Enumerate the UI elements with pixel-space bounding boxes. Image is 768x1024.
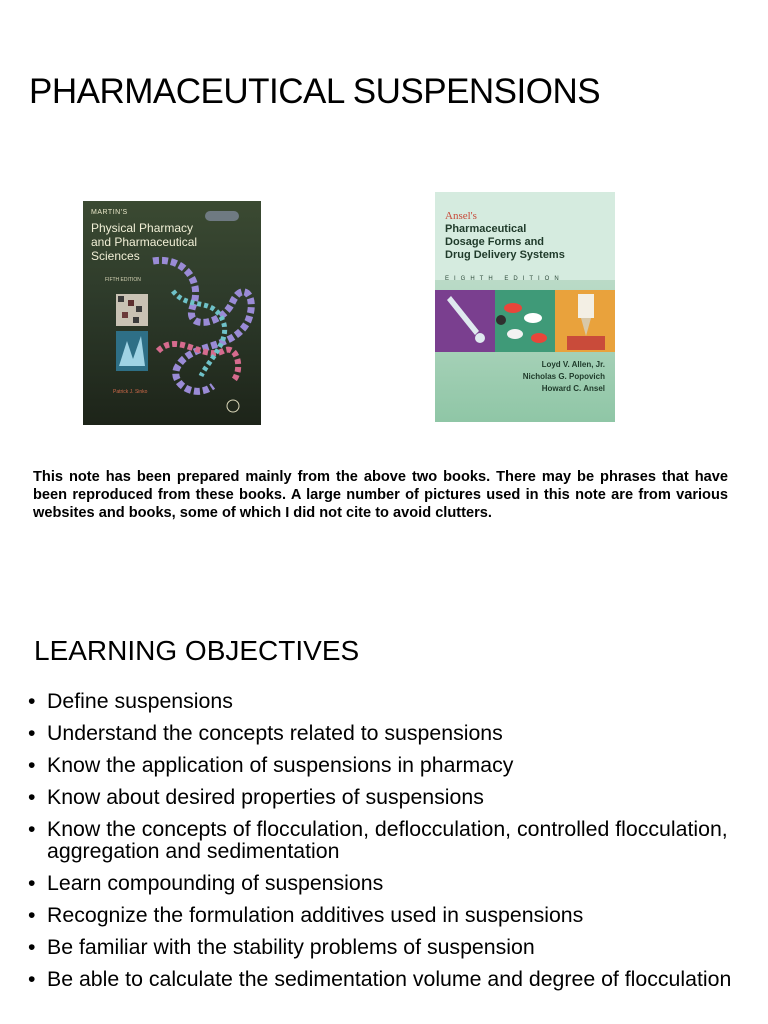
book-title-line: Physical Pharmacy [91,221,194,235]
book-author: Loyd V. Allen, Jr. [541,360,605,369]
objective-item [28,872,748,894]
objective-item [28,936,748,958]
bullet-marker: • [28,903,36,927]
book-authors [455,359,605,395]
objective-item [28,818,748,862]
book-edition: FIFTH EDITION [105,277,141,283]
book-author: Howard C. Ansel [541,384,605,393]
book-title-line: Pharmaceutical [445,223,527,235]
book-title-line: and Pharmaceutical [91,235,198,249]
bullet-marker: • [28,871,36,895]
book-cover-martins-physical-pharmacy [83,201,261,425]
book-title-line: Drug Delivery Systems [445,249,565,261]
dosage-forms-illustration [435,290,615,352]
objective-text: Recognize the formulation additives used in suspensions [47,903,584,927]
bullet-marker: • [28,785,36,809]
bullet-marker: • [28,817,36,841]
book-title-line: Sciences [91,249,140,263]
bullet-marker: • [28,967,36,991]
page-title: PHARMACEUTICAL SUSPENSIONS [29,72,601,111]
objective-text: Learn compounding of suspensions [47,871,384,895]
book-author: Nicholas G. Popovich [522,372,605,381]
source-note: This note has been prepared mainly from the above two books. There may be phrases that have been reproduced from these books. A large number of pictures used in this note are from various websites and books, some of which I did not cite to avoid clutters. [33,469,728,521]
learning-objectives-list [28,690,748,1000]
book-title [445,223,613,262]
book-cover-ansels-dosage-forms [435,192,615,422]
objective-text: Know about desired properties of suspensions [47,785,484,809]
objective-item [28,722,748,744]
learning-objectives-heading: LEARNING OBJECTIVES [34,635,360,666]
objective-text: Know the application of suspensions in pharmacy [47,753,514,777]
bullet-marker: • [28,753,36,777]
book-publisher: MARTIN'S [91,209,128,216]
objective-item [28,968,748,990]
objective-item [28,904,748,926]
objective-text: Be able to calculate the sedimentation volume and degree of flocculation [47,967,732,991]
objective-text: Be familiar with the stability problems of suspension [47,935,535,959]
objective-text: Understand the concepts related to suspensions [47,721,503,745]
objective-item [28,690,748,712]
bullet-marker: • [28,721,36,745]
bullet-marker: • [28,935,36,959]
objective-text: Know the concepts of flocculation, deflocculation, controlled flocculation, aggregation and sedimentation [47,817,728,863]
objective-item [28,786,748,808]
book-title-line: Dosage Forms and [445,236,545,248]
objective-text: Define suspensions [47,689,233,713]
book-brand: Ansel's [445,210,477,222]
protein-ribbon-illustration [83,201,261,425]
bullet-marker: • [28,689,36,713]
book-edition: EIGHTH EDITION [445,276,564,282]
objective-item [28,754,748,776]
book-author: Patrick J. Sinko [113,389,148,395]
